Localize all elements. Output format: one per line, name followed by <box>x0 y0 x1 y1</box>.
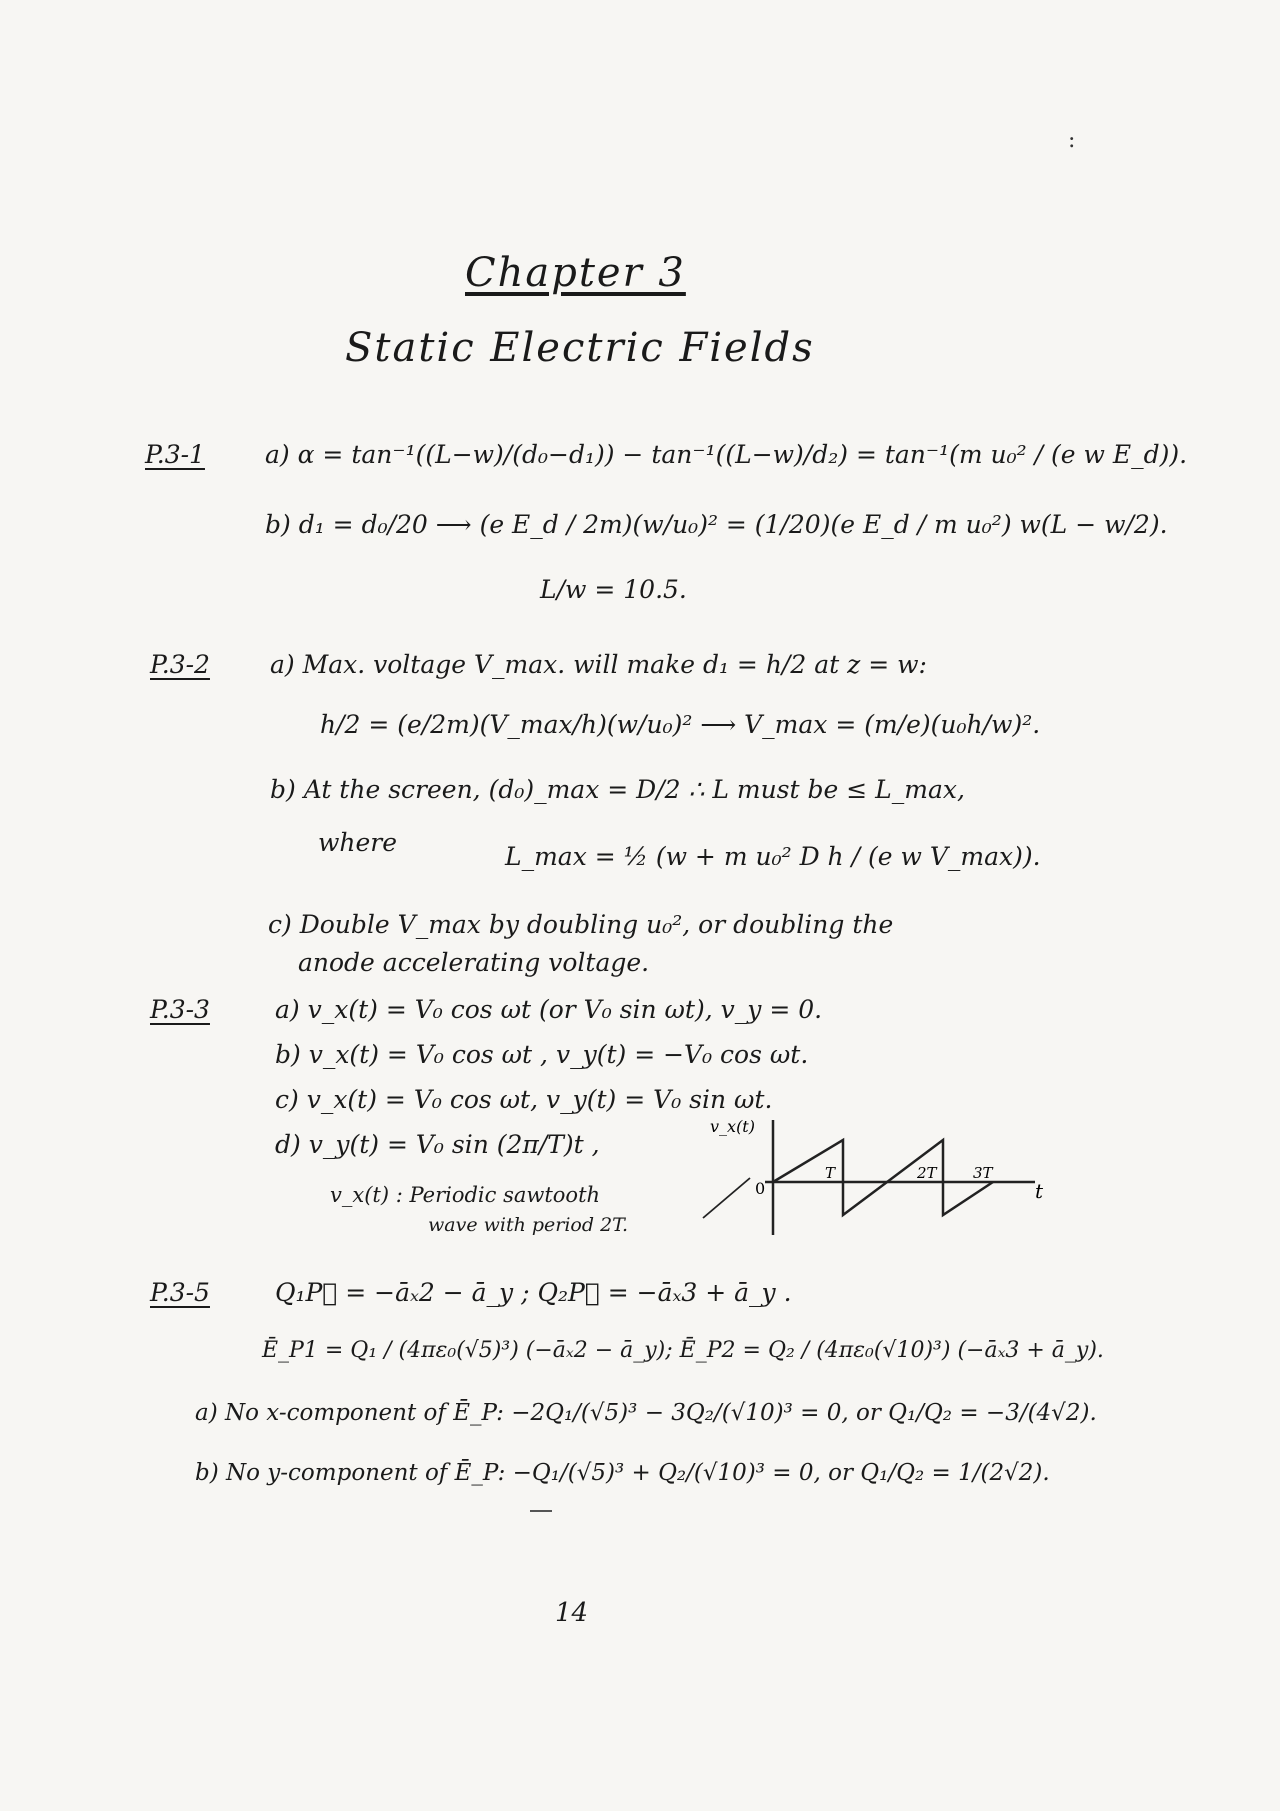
problem-3-5-line-a: a) No x-component of Ē_P: −2Q₁/(√5)³ − 3Q₂/(√10)³ = 0, or Q₁/Q₂ = −3/(4√2). <box>195 1400 1097 1426</box>
problem-3-2-where: where <box>318 828 398 857</box>
problem-3-3-sawtooth-note-2: wave with period 2T. <box>428 1214 629 1236</box>
problem-3-5-vectors: Q₁P⃗ = −āₓ2 − ā_y ; Q₂P⃗ = −āₓ3 + ā_y . <box>275 1278 792 1307</box>
problem-label-3-3: P.3-3 <box>150 995 210 1024</box>
graph-y-label: v_x(t) <box>710 1117 755 1136</box>
graph-tick-2T: 2T <box>917 1164 937 1182</box>
sawtooth-wave <box>773 1140 993 1215</box>
problem-3-1-line-a: a) α = tan⁻¹((L−w)/(d₀−d₁)) − tan⁻¹((L−w)/d₂) = tan⁻¹(m u₀² / (e w E_d)). <box>265 440 1188 469</box>
problem-3-2-eq-b: L_max = ½ (w + m u₀² D h / (e w V_max)). <box>505 842 1041 871</box>
problem-3-2-line-b: b) At the screen, (d₀)_max = D/2 ∴ L must be ≤ L_max, <box>270 775 965 804</box>
problem-3-1-line-b: b) d₁ = d₀/20 ⟶ (e E_d / 2m)(w/u₀)² = (1/20)(e E_d / m u₀²) w(L − w/2). <box>265 510 1168 539</box>
problem-3-2-line-c2: anode accelerating voltage. <box>298 948 650 977</box>
problem-3-1-result: L/w = 10.5. <box>540 575 687 604</box>
problem-label-3-1: P.3-1 <box>145 440 205 469</box>
chapter-title: Static Electric Fields <box>345 325 815 371</box>
problem-label-3-5: P.3-5 <box>150 1278 210 1307</box>
graph-pointer-arrow <box>703 1178 750 1218</box>
page-number: 14 <box>555 1598 589 1628</box>
problem-3-2-line-c: c) Double V_max by doubling u₀², or doubling the <box>268 910 894 939</box>
problem-3-3-sawtooth-note: v_x(t) : Periodic sawtooth <box>330 1183 601 1207</box>
problem-label-3-2: P.3-2 <box>150 650 210 679</box>
sawtooth-graph <box>655 1110 1065 1240</box>
problem-3-2-eq-a: h/2 = (e/2m)(V_max/h)(w/u₀)² ⟶ V_max = (m/e)(u₀h/w)². <box>320 710 1041 739</box>
problem-3-5-fields: Ē_P1 = Q₁ / (4πε₀(√5)³) (−āₓ2 − ā_y); Ē_P2 = Q₂ / (4πε₀(√10)³) (−āₓ3 + ā_y). <box>262 1338 1104 1363</box>
graph-tick-3T: 3T <box>973 1164 993 1182</box>
chapter-heading: Chapter 3 <box>465 250 686 296</box>
end-dash <box>530 1510 552 1512</box>
graph-origin-label: 0 <box>755 1179 766 1198</box>
problem-3-2-line-a: a) Max. voltage V_max. will make d₁ = h/2 at z = w: <box>270 650 927 679</box>
graph-tick-T: T <box>825 1164 836 1182</box>
margin-mark: : <box>1068 128 1076 153</box>
graph-x-label: t <box>1035 1179 1044 1203</box>
problem-3-3-line-d: d) v_y(t) = V₀ sin (2π/T)t , <box>275 1130 600 1159</box>
problem-3-3-line-a: a) v_x(t) = V₀ cos ωt (or V₀ sin ωt), v_y = 0. <box>275 995 823 1024</box>
problem-3-5-line-b: b) No y-component of Ē_P: −Q₁/(√5)³ + Q₂/(√10)³ = 0, or Q₁/Q₂ = 1/(2√2). <box>195 1460 1050 1486</box>
problem-3-3-line-b: b) v_x(t) = V₀ cos ωt , v_y(t) = −V₀ cos ωt. <box>275 1040 809 1069</box>
problem-3-3-line-c: c) v_x(t) = V₀ cos ωt, v_y(t) = V₀ sin ωt. <box>275 1085 773 1114</box>
